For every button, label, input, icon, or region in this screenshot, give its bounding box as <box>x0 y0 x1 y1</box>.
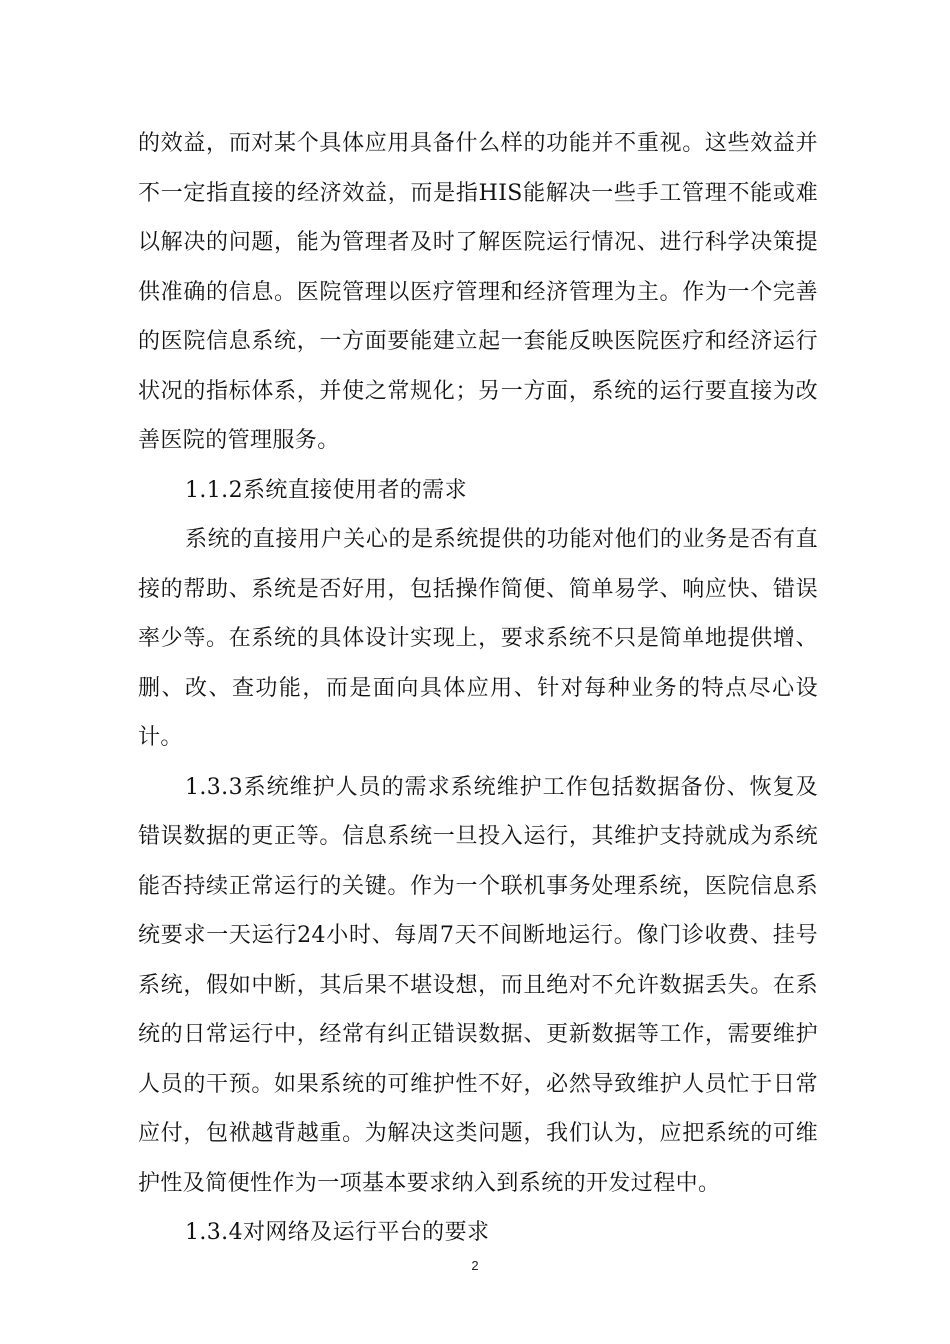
section-heading-1-3-4: 1.3.4对网络及运行平台的要求 <box>185 1220 490 1245</box>
section-heading-1-1-2: 1.1.2系统直接使用者的需求 <box>185 477 467 503</box>
paragraph-his-benefits: 的效益，而对某个具体应用具备什么样的功能并不重视。这些效益并不一定指直接的经济效益，而是指HIS能解决一些手工管理不能或难以解决的问题，能为管理者及时了解医院运行情况、进行科学决策提供准确的信息。医院管理以医疗管理和经济管理为主。作为一个完善的医院信息系统，一方面要能建立起一套能反映医院医疗和经济运行状况的指标体系，并使之常规化；另一方面，系统的运行要直接为改善医院的管理服务。 <box>138 131 818 453</box>
paragraph-direct-users: 系统的直接用户关心的是系统提供的功能对他们的业务是否有直接的帮助、系统是否好用，包括操作简便、简单易学、响应快、错误率少等。在系统的具体设计实现上，要求系统不只是简单地提供增、删、改、查功能，而是面向具体应用、针对每种业务的特点尽心设计。 <box>138 527 818 750</box>
paragraph-maintenance-staff: 1.3.3系统维护人员的需求系统维护工作包括数据备份、恢复及错误数据的更正等。信息系统一旦投入运行，其维护支持就成为系统能否持续正常运行的关键。作为一个联机事务处理系统，医院信息系统要求一天运行24小时、每周7天不间断地运行。像门诊收费、挂号系统，假如中断，其后果不堪设想，而且绝对不允许数据丢失。在系统的日常运行中，经常有纠正错误数据、更新数据等工作，需要维护人员的干预。如果系统的可维护性不好，必然导致维护人员忙于日常应付，包袱越背越重。为解决这类问题，我们认为，应把系统的可维护性及简便性作为一项基本要求纳入到系统的开发过程中。 <box>138 774 818 1196</box>
body-text <box>138 119 818 1258</box>
page-number: 2 <box>471 1258 479 1273</box>
